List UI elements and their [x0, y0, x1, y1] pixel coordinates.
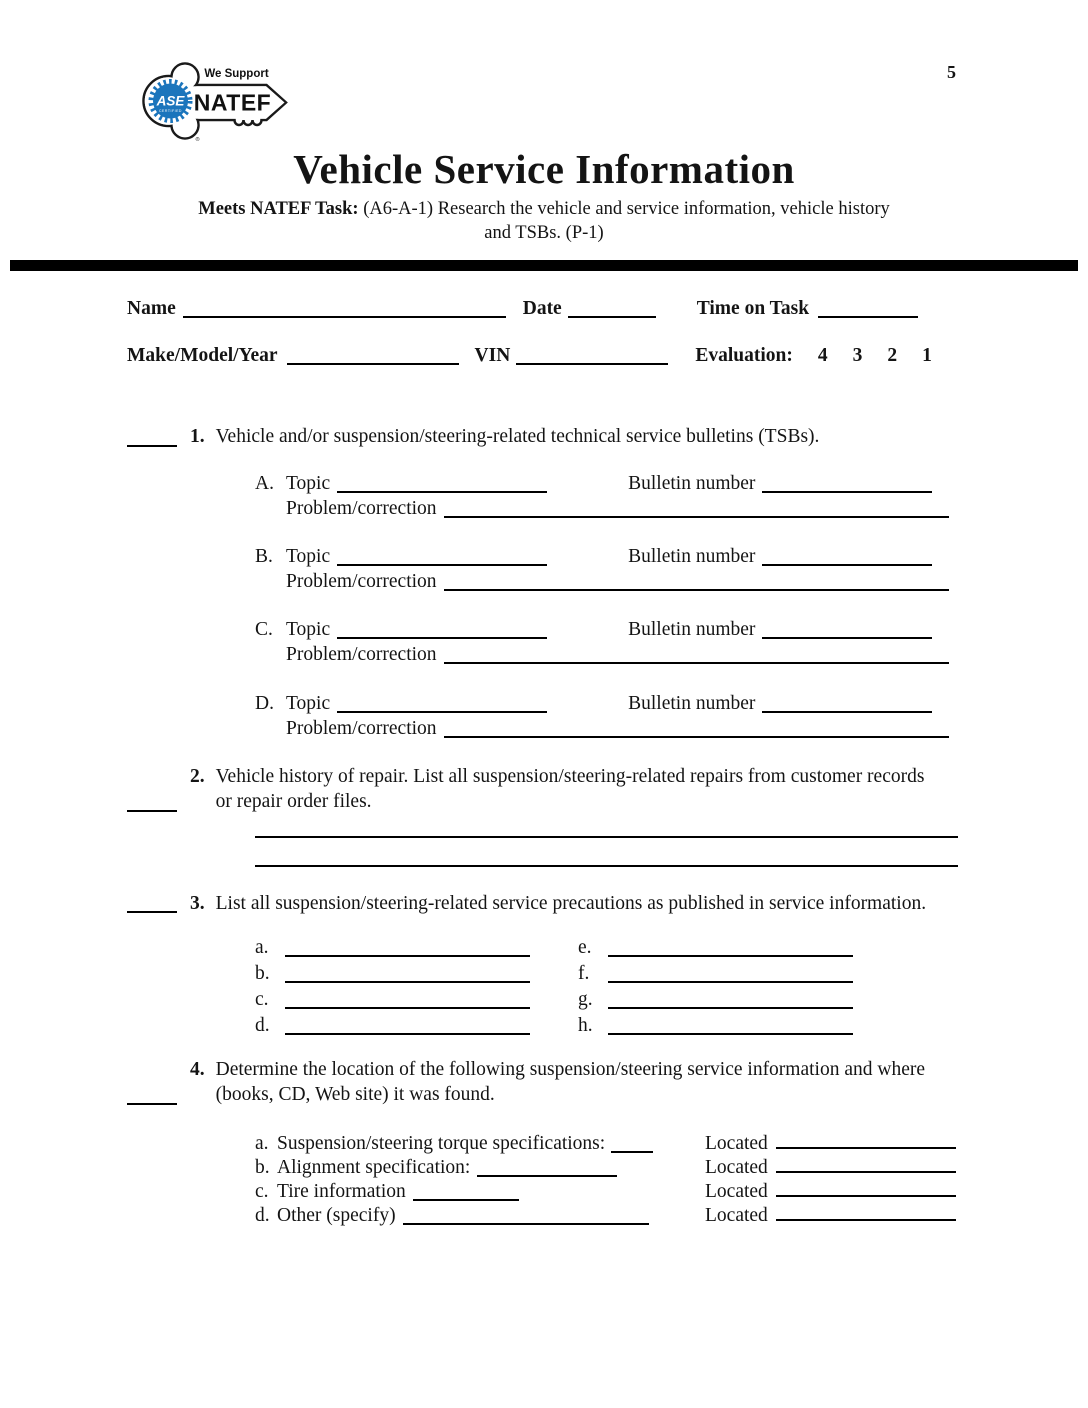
location-list	[255, 1133, 960, 1229]
question-1-score-blank	[127, 433, 177, 447]
tsb-c-bulletin-blank	[762, 625, 932, 639]
tsb-list	[127, 471, 960, 741]
task-subtitle-line1	[0, 198, 1088, 222]
evaluation-score-1: 1	[922, 345, 932, 367]
located-label: Located	[705, 1204, 768, 1226]
task-subtitle	[0, 198, 1088, 245]
bulletin-number-label: Bulletin number	[628, 692, 756, 714]
tsb-d-problem-row	[286, 716, 960, 741]
question-4-text: Determine the location of the following suspension/steering service information and where (books, CD, Web site) it was found.	[215, 1058, 926, 1106]
question-3	[127, 891, 960, 1041]
question-1-header	[127, 424, 960, 449]
precaution-letter-g: g.	[578, 988, 593, 1010]
precaution-blank-b	[285, 969, 530, 983]
tsb-c-letter: C.	[255, 619, 273, 641]
problem-correction-label: Problem/correction	[286, 497, 437, 519]
task-text-line2: and TSBs. (P-1)	[484, 222, 604, 243]
natef-key-logo-icon	[131, 56, 299, 146]
location-letter-d: d.	[255, 1204, 270, 1226]
precaution-blank-h	[608, 1021, 853, 1035]
tsb-item-c	[255, 617, 960, 667]
location-blank-b	[477, 1163, 617, 1177]
vin-label: VIN	[474, 345, 511, 367]
tsb-a-bulletin-blank	[762, 479, 932, 493]
precaution-blank-d	[285, 1021, 530, 1035]
question-3-number: 3.	[190, 892, 205, 914]
answer-line	[255, 815, 958, 838]
question-3-text: List all suspension/steering-related service precautions as published in service information.	[215, 892, 927, 914]
we-support-text: We Support	[204, 68, 269, 80]
make-model-year-label: Make/Model/Year	[127, 345, 278, 367]
located-blank-b	[776, 1159, 956, 1173]
located-label: Located	[705, 1180, 768, 1202]
page-title: Vehicle Service Information	[293, 146, 795, 192]
time-on-task-blank-line	[818, 304, 918, 318]
tsb-d-letter: D.	[255, 692, 274, 714]
question-2-score-blank	[127, 798, 177, 812]
location-letter-a: a.	[255, 1132, 269, 1154]
header-divider	[10, 260, 1078, 271]
certified-text: CERTIFIED	[159, 109, 182, 113]
tsb-item-b	[255, 544, 960, 594]
question-2-text: Vehicle history of repair. List all suspension/steering-related repairs from customer records or repair order files.	[215, 765, 925, 813]
tsb-c-topic-row	[255, 617, 960, 642]
location-row-b	[255, 1157, 960, 1181]
question-4	[127, 1057, 960, 1229]
location-row-a	[255, 1133, 960, 1157]
question-1-text: Vehicle and/or suspension/steering-related technical service bulletins (TSBs).	[215, 426, 820, 448]
natef-text: NATEF	[193, 89, 272, 116]
precaution-blank-f	[608, 969, 853, 983]
evaluation-score-4: 4	[817, 345, 828, 367]
located-label: Located	[705, 1132, 768, 1154]
precaution-blank-e	[608, 943, 853, 957]
name-date-row	[127, 298, 960, 320]
bulletin-number-label: Bulletin number	[628, 546, 756, 568]
date-blank-line	[568, 304, 656, 318]
tsb-b-topic-blank	[337, 552, 547, 566]
precaution-list	[255, 937, 960, 1041]
tsb-d-topic-blank	[337, 699, 547, 713]
question-1	[127, 424, 960, 740]
tsb-d-topic-row	[255, 691, 960, 716]
topic-label: Topic	[286, 692, 331, 714]
name-label: Name	[127, 298, 176, 320]
vin-blank-line	[516, 351, 668, 365]
precaution-blank-c	[285, 995, 530, 1009]
location-blank-c	[413, 1187, 519, 1201]
topic-label: Topic	[286, 472, 331, 494]
precaution-row	[255, 937, 960, 963]
question-2-answer-lines	[255, 815, 958, 867]
problem-correction-label: Problem/correction	[286, 717, 437, 739]
precaution-letter-h: h.	[578, 1014, 593, 1036]
tsb-c-problem-blank	[444, 650, 949, 664]
ase-text: ASE	[156, 93, 185, 109]
precaution-letter-b: b.	[255, 962, 270, 984]
vehicle-info-row	[127, 345, 960, 367]
precaution-letter-e: e.	[578, 936, 592, 958]
problem-correction-label: Problem/correction	[286, 571, 437, 593]
located-blank-a	[776, 1135, 956, 1149]
tsb-a-problem-blank	[444, 504, 949, 518]
question-4-number: 4.	[190, 1058, 205, 1080]
tsb-c-topic-blank	[337, 625, 547, 639]
tsb-a-topic-row	[255, 471, 960, 496]
precaution-row	[255, 963, 960, 989]
location-blank-d	[403, 1211, 649, 1225]
form-body	[0, 298, 1088, 1228]
question-3-header	[127, 891, 960, 916]
question-4-score-blank	[127, 1091, 177, 1105]
precaution-blank-a	[285, 943, 530, 957]
precaution-row	[255, 1015, 960, 1041]
tsb-a-problem-row	[286, 496, 960, 521]
location-label-a: Suspension/steering torque specifications:	[277, 1132, 606, 1154]
topic-label: Topic	[286, 546, 331, 568]
location-label-b: Alignment specification:	[277, 1156, 471, 1178]
registered-mark: ®	[195, 137, 200, 143]
question-4-header	[127, 1057, 960, 1108]
date-label: Date	[522, 298, 562, 320]
tsb-a-topic-blank	[337, 479, 547, 493]
natef-logo	[131, 56, 299, 146]
tsb-c-problem-row	[286, 642, 960, 667]
task-text-line1: (A6-A-1) Research the vehicle and service information, vehicle history	[363, 199, 890, 220]
evaluation-score-2: 2	[887, 345, 898, 367]
topic-label: Topic	[286, 619, 331, 641]
question-3-score-blank	[127, 899, 177, 913]
page-number: 5	[947, 62, 956, 82]
tsb-a-letter: A.	[255, 472, 274, 494]
precaution-letter-c: c.	[255, 988, 269, 1010]
name-blank-line	[183, 304, 506, 318]
tsb-b-topic-row	[255, 544, 960, 569]
precaution-letter-d: d.	[255, 1014, 270, 1036]
question-1-number: 1.	[190, 426, 205, 448]
question-2-number: 2.	[190, 765, 205, 787]
tsb-b-bulletin-blank	[762, 552, 932, 566]
located-blank-c	[776, 1183, 956, 1197]
located-label: Located	[705, 1156, 768, 1178]
question-2-header	[127, 764, 960, 815]
location-letter-b: b.	[255, 1156, 270, 1178]
located-blank-d	[776, 1207, 956, 1221]
time-on-task-label: Time on Task	[696, 298, 810, 320]
tsb-item-a	[255, 471, 960, 521]
answer-line	[255, 838, 958, 867]
problem-correction-label: Problem/correction	[286, 644, 437, 666]
precaution-letter-a: a.	[255, 936, 269, 958]
precaution-row	[255, 989, 960, 1015]
tsb-item-d	[255, 691, 960, 741]
location-label-c: Tire information	[277, 1180, 406, 1202]
bulletin-number-label: Bulletin number	[628, 619, 756, 641]
location-blank-a	[611, 1139, 653, 1153]
precaution-letter-f: f.	[578, 962, 590, 984]
bulletin-number-label: Bulletin number	[628, 472, 756, 494]
tsb-b-letter: B.	[255, 546, 273, 568]
tsb-d-problem-blank	[444, 724, 949, 738]
tsb-b-problem-row	[286, 569, 960, 594]
precaution-blank-g	[608, 995, 853, 1009]
tsb-b-problem-blank	[444, 577, 949, 591]
location-letter-c: c.	[255, 1180, 269, 1202]
question-2	[127, 764, 960, 867]
evaluation-label: Evaluation:	[695, 345, 793, 367]
tsb-d-bulletin-blank	[762, 699, 932, 713]
task-label: Meets NATEF Task:	[198, 199, 359, 220]
location-label-d: Other (specify)	[277, 1204, 396, 1226]
make-model-year-blank-line	[287, 351, 459, 365]
location-row-c	[255, 1181, 960, 1205]
location-row-d	[255, 1205, 960, 1229]
evaluation-score-3: 3	[852, 345, 863, 367]
